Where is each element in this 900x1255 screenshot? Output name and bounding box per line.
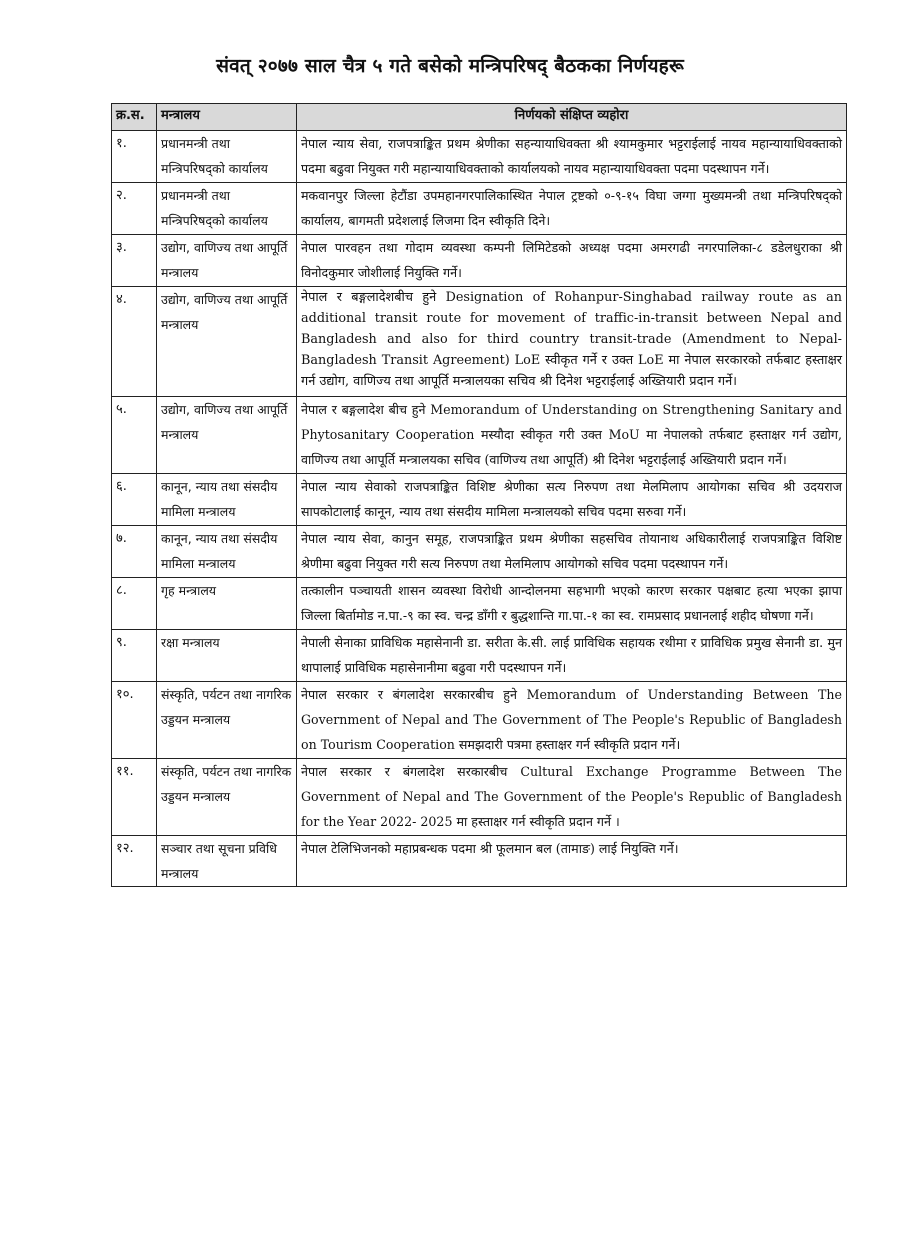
decision-cell: नेपाल न्याय सेवाको राजपत्राङ्कित विशिष्ट श्रेणीका सत्य निरुपण तथा मेलमिलाप आयोगका सचिव श्री उदयराज सापकोटालाई कानून, न्याय तथा संसदीय मामिला मन्त्रालयको सचिव पदमा सरुवा गर्ने। xyxy=(297,474,847,526)
serial-cell: ३. xyxy=(112,235,157,287)
serial-cell: ६. xyxy=(112,474,157,526)
serial-cell: १२. xyxy=(112,836,157,887)
serial-cell: ५. xyxy=(112,397,157,474)
ministry-cell: प्रधानमन्त्री तथा मन्त्रिपरिषद्को कार्यालय xyxy=(157,131,297,183)
decisions-table xyxy=(111,103,847,887)
decision-cell: नेपाल पारवहन तथा गोदाम व्यवस्था कम्पनी लिमिटेडको अध्यक्ष पदमा अमरगढी नगरपालिका-८ डडेलधुराका श्री विनोदकुमार जोशीलाई नियुक्ति गर्ने। xyxy=(297,235,847,287)
ministry-cell: उद्योग, वाणिज्य तथा आपूर्ति मन्त्रालय xyxy=(157,235,297,287)
serial-cell: ४. xyxy=(112,287,157,397)
ministry-cell: गृह मन्त्रालय xyxy=(157,578,297,630)
serial-cell: ८. xyxy=(112,578,157,630)
table-row xyxy=(112,836,847,887)
decision-cell: मकवानपुर जिल्ला हेटौंडा उपमहानगरपालिकास्थित नेपाल ट्रष्टको ०-९-१५ विघा जग्गा मुख्यमन्त्री तथा मन्त्रिपरिषद्को कार्यालय, बागमती प्रदेशलाई लिजमा दिन स्वीकृति दिने। xyxy=(297,183,847,235)
decision-cell: नेपाल न्याय सेवा, कानुन समूह, राजपत्राङ्कित प्रथम श्रेणीका सहसचिव तोयानाथ अधिकारीलाई राजपत्राङ्कित विशिष्ट श्रेणीमा बढुवा नियुक्त गरी सत्य निरुपण तथा मेलमिलाप आयोगको सचिव पदमा पदस्थापन गर्ने। xyxy=(297,526,847,578)
decision-cell: नेपाल सरकार र बंगलादेश सरकारबीच हुने Memorandum of Understanding Between The Government of Nepal and The Government of The People's Republic of Bangladesh on Tourism Cooperation समझदारी पत्रमा हस्ताक्षर गर्न स्वीकृति प्रदान गर्ने। xyxy=(297,682,847,759)
table-header-row xyxy=(112,104,847,131)
ministry-cell: उद्योग, वाणिज्य तथा आपूर्ति मन्त्रालय xyxy=(157,397,297,474)
serial-cell: २. xyxy=(112,183,157,235)
ministry-cell: रक्षा मन्त्रालय xyxy=(157,630,297,682)
ministry-cell: उद्योग, वाणिज्य तथा आपूर्ति मन्त्रालय xyxy=(157,287,297,397)
decision-cell: नेपाल र बङ्गलादेश बीच हुने Memorandum of Understanding on Strengthening Sanitary and Phytosanitary Cooperation मस्यौदा स्वीकृत गरी उक्त MoU मा नेपालको तर्फबाट हस्ताक्षर गर्न उद्योग, वाणिज्य तथा आपूर्ति मन्त्रालयका सचिव (वाणिज्य तथा आपूर्ति) श्री दिनेश भट्टराईलाई अख्तियारी प्रदान गर्ने। xyxy=(297,397,847,474)
serial-cell: १०. xyxy=(112,682,157,759)
table-row xyxy=(112,474,847,526)
table-row xyxy=(112,131,847,183)
header-serial: क्र.स. xyxy=(112,104,157,131)
ministry-cell: कानून, न्याय तथा संसदीय मामिला मन्त्रालय xyxy=(157,526,297,578)
serial-cell: १. xyxy=(112,131,157,183)
ministry-cell: संस्कृति, पर्यटन तथा नागरिक उड्डयन मन्त्रालय xyxy=(157,759,297,836)
ministry-cell: संस्कृति, पर्यटन तथा नागरिक उड्डयन मन्त्रालय xyxy=(157,682,297,759)
table-row xyxy=(112,397,847,474)
decision-cell: नेपाल न्याय सेवा, राजपत्राङ्कित प्रथम श्रेणीका सहन्यायाधिवक्ता श्री श्यामकुमार भट्टराईलाई नायव महान्यायाधिवक्ताको पदमा बढुवा नियुक्त गरी महान्यायाधिवक्ताको कार्यालयको नायव महान्यायाधिवक्ता पदमा पदस्थापन गर्ने। xyxy=(297,131,847,183)
table-row xyxy=(112,630,847,682)
page-title: संवत् २०७७ साल चैत्र ५ गते बसेको मन्त्रिपरिषद् बैठकका निर्णयहरू xyxy=(216,55,684,77)
decision-cell: नेपाली सेनाका प्राविधिक महासेनानी डा. सरीता के.सी. लाई प्राविधिक सहायक रथीमा र प्राविधिक प्रमुख सेनानी डा. मुन थापालाई प्राविधिक महासेनानीमा बढुवा गरी पदस्थापन गर्ने। xyxy=(297,630,847,682)
table-row xyxy=(112,682,847,759)
serial-cell: ९. xyxy=(112,630,157,682)
ministry-cell: सञ्चार तथा सूचना प्रविधि मन्त्रालय xyxy=(157,836,297,887)
decision-cell: तत्कालीन पञ्चायती शासन व्यवस्था विरोधी आन्दोलनमा सहभागी भएको कारण सरकार पक्षबाट हत्या भएका झापा जिल्ला बिर्तामोड न.पा.-९ का स्व. चन्द्र डाँगी र बुद्धशान्ति गा.पा.-१ का स्व. रामप्रसाद प्रधानलाई शहीद घोषणा गर्ने। xyxy=(297,578,847,630)
serial-cell: ७. xyxy=(112,526,157,578)
table-row xyxy=(112,759,847,836)
ministry-cell: कानून, न्याय तथा संसदीय मामिला मन्त्रालय xyxy=(157,474,297,526)
decision-cell: नेपाल टेलिभिजनको महाप्रबन्धक पदमा श्री फूलमान बल (तामाङ) लाई नियुक्ति गर्ने। xyxy=(297,836,847,887)
table-row xyxy=(112,287,847,397)
decision-cell: नेपाल र बङ्गलादेशबीच हुने Designation of Rohanpur-Singhabad railway route as an additional transit route for movement of traffic-in-transit between Nepal and Bangladesh and also for third country transit-trade (Amendment to Nepal-Bangladesh Transit Agreement) LoE स्वीकृत गर्ने र उक्त LoE मा नेपाल सरकारको तर्फबाट हस्ताक्षर गर्न उद्योग, वाणिज्य तथा आपूर्ति मन्त्रालयका सचिव श्री दिनेश भट्टराईलाई अख्तियारी प्रदान गर्ने। xyxy=(297,287,847,397)
table-row xyxy=(112,526,847,578)
table-row xyxy=(112,578,847,630)
serial-cell: ११. xyxy=(112,759,157,836)
decision-cell: नेपाल सरकार र बंगलादेश सरकारबीच Cultural Exchange Programme Between The Government of Nepal and The Government of the People's Republic of Bangladesh for the Year 2022- 2025 मा हस्ताक्षर गर्न स्वीकृति प्रदान गर्ने । xyxy=(297,759,847,836)
table-row xyxy=(112,235,847,287)
table-row xyxy=(112,183,847,235)
ministry-cell: प्रधानमन्त्री तथा मन्त्रिपरिषद्को कार्यालय xyxy=(157,183,297,235)
header-ministry: मन्त्रालय xyxy=(157,104,297,131)
header-decision: निर्णयको संक्षिप्त व्यहोरा xyxy=(297,104,847,131)
